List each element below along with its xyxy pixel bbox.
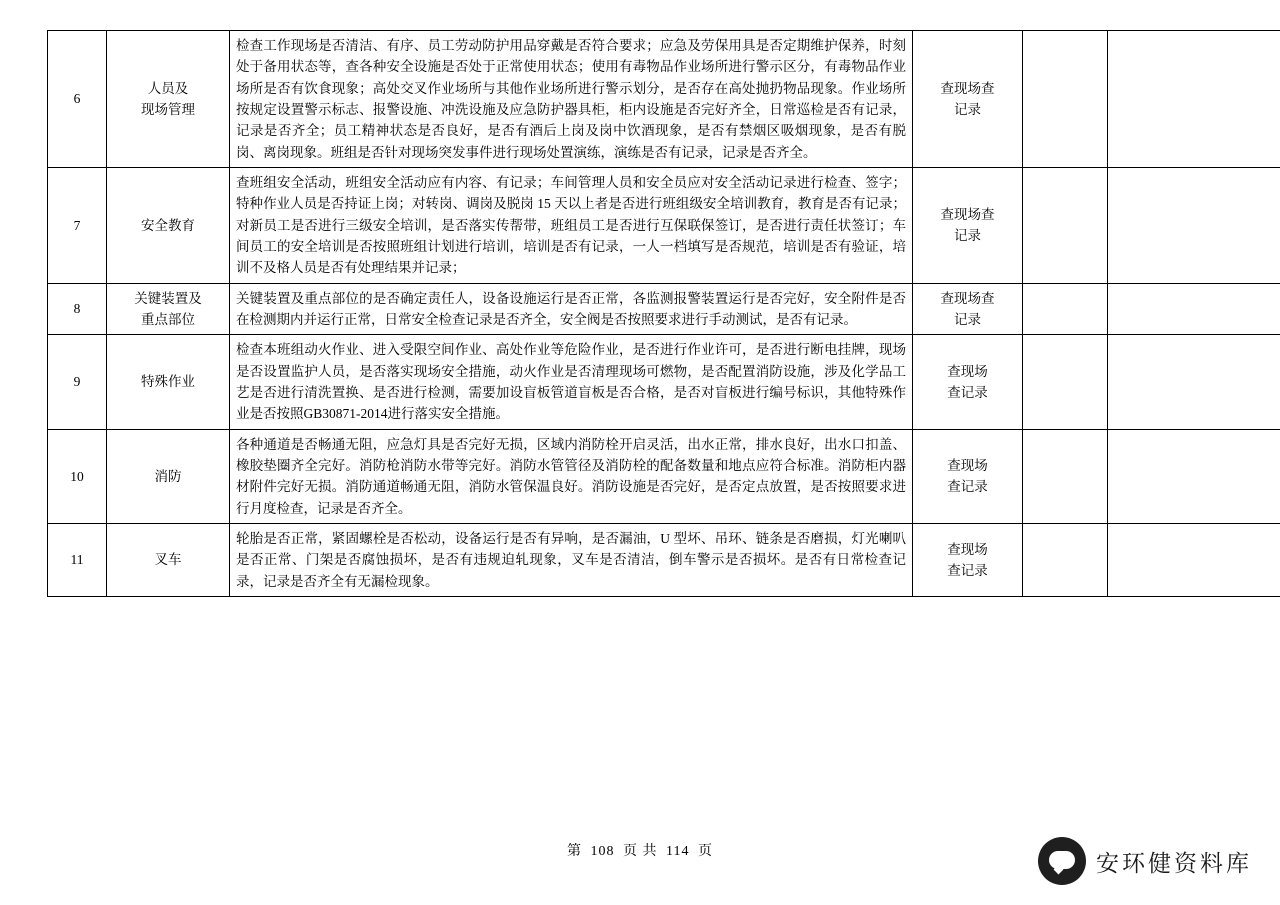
table-row (48, 335, 1280, 429)
row-item-name-line: 特殊作业 (141, 374, 195, 390)
row-result (1023, 167, 1108, 283)
row-remark (1108, 523, 1280, 596)
row-remark (1108, 429, 1280, 523)
row-content: 关键装置及重点部位的是否确定责任人，设备设施运行是否正常，各监测报警装置运行是否完好，安全附件是否在检测期内并运行正常，日常安全检查记录是否齐全，安全阀是否按照要求进行手动测试，是否有记录。 (230, 283, 913, 335)
row-item-name (107, 429, 230, 523)
row-method (913, 429, 1023, 523)
table-row (48, 167, 1280, 283)
row-method-line: 记录 (954, 228, 981, 244)
row-item-name-line: 人员及 (147, 80, 189, 96)
footer-suffix: 页 (697, 844, 713, 859)
row-result (1023, 31, 1108, 168)
row-content: 查班组安全活动，班组安全活动应有内容、有记录；车间管理人员和安全员应对安全活动记录进行检查、签字；特种作业人员是否持证上岗；对转岗、调岗及脱岗 15 天以上者是否进行班组级安全培训教育，教育是否有记录；对新员工是否进行三级安全培训，是否落实传帮带，班组员工是否进行互保联保签订，是否进行责任状签订；车间员工的安全培训是否按照班组计划进行培训，培训是否有记录，一人一档填写是否规范，培训是否有验证，培训不及格人员是否有处理结果并记录； (230, 167, 913, 283)
row-item-name (107, 167, 230, 283)
row-method-line: 查现场 (947, 457, 988, 473)
wechat-logo-icon (1038, 837, 1086, 885)
inspection-table (47, 30, 1280, 597)
row-item-name-line: 消防 (154, 468, 182, 484)
row-method-line: 查现场查 (940, 206, 995, 222)
row-method-line: 查现场 (947, 541, 988, 557)
footer-total-pages: 114 (666, 844, 690, 859)
row-index: 9 (48, 335, 107, 429)
row-method-line: 查现场 (947, 363, 988, 379)
watermark-text: 安环健资料库 (1096, 849, 1252, 876)
row-item-name-line: 重点部位 (141, 311, 195, 327)
row-content: 检查本班组动火作业、进入受限空间作业、高处作业等危险作业，是否进行作业许可，是否进行断电挂牌，现场是否设置监护人员，是否落实现场安全措施，动火作业是否清理现场可燃物，是否配置消防设施，涉及化学品工艺是否进行清洗置换、是否进行检测，需要加设盲板管道盲板是否合格，是否对盲板进行编号标识，其他特殊作业是否按照GB30871-2014进行落实安全措施。 (230, 335, 913, 429)
row-method-line: 查记录 (947, 562, 988, 578)
row-method-line: 查现场查 (940, 290, 995, 306)
row-method-line: 记录 (954, 311, 981, 327)
row-method (913, 283, 1023, 335)
table-row (48, 523, 1280, 596)
row-remark (1108, 335, 1280, 429)
watermark (1038, 837, 1252, 885)
row-item-name (107, 283, 230, 335)
row-method-line: 记录 (954, 101, 981, 117)
row-index: 11 (48, 523, 107, 596)
row-method-line: 查现场查 (940, 80, 995, 96)
row-index: 10 (48, 429, 107, 523)
row-remark (1108, 31, 1280, 168)
row-method-line: 查记录 (947, 479, 988, 495)
table-body (48, 31, 1280, 597)
row-index: 8 (48, 283, 107, 335)
row-result (1023, 523, 1108, 596)
row-method (913, 335, 1023, 429)
table-row (48, 31, 1280, 168)
row-remark (1108, 167, 1280, 283)
row-method (913, 31, 1023, 168)
row-method (913, 523, 1023, 596)
row-content: 轮胎是否正常，紧固螺栓是否松动，设备运行是否有异响，是否漏油，U 型坏、吊环、链条是否磨损，灯光喇叭是否正常、门架是否腐蚀损坏，是否有违规迫轧现象，叉车是否清洁，倒车警示是否损坏。是否有日常检查记录，记录是否齐全有无漏检现象。 (230, 523, 913, 596)
table-row (48, 429, 1280, 523)
row-item-name-line: 安全教育 (141, 217, 195, 233)
row-remark (1108, 283, 1280, 335)
footer-middle: 页 共 (623, 844, 658, 859)
row-result (1023, 429, 1108, 523)
row-content: 检查工作现场是否清洁、有序、员工劳动防护用品穿戴是否符合要求；应急及劳保用具是否定期维护保养，时刻处于备用状态等，查各种安全设施是否处于正常使用状态；使用有毒物品作业场所进行警示区分，有毒物品作业场所是否有饮食现象；高处交叉作业场所与其他作业场所进行警示划分，是否存在高处抛扔物品现象。作业场所按规定设置警示标志、报警设施、冲洗设施及应急防护器具柜，柜内设施是否完好齐全，日常巡检是否有记录，记录是否齐全；员工精神状态是否良好，是否有酒后上岗及岗中饮酒现象，是否有禁烟区吸烟现象，是否有脱岗、离岗现象。班组是否针对现场突发事件进行现场处置演练，演练是否有记录，记录是否齐全。 (230, 31, 913, 168)
row-item-name (107, 523, 230, 596)
row-index: 7 (48, 167, 107, 283)
row-content: 各种通道是否畅通无阻，应急灯具是否完好无损，区域内消防栓开启灵活，出水正常，排水良好，出水口扣盖、橡胶垫圈齐全完好。消防枪消防水带等完好。消防水管管径及消防栓的配备数量和地点应符合标准。消防柜内器材附件完好无损。消防通道畅通无阻，消防水管保温良好。消防设施是否完好，是否定点放置，是否按照要求进行月度检查，记录是否齐全。 (230, 429, 913, 523)
row-item-name-line: 现场管理 (141, 101, 195, 117)
row-item-name (107, 31, 230, 168)
row-item-name (107, 335, 230, 429)
row-method (913, 167, 1023, 283)
row-index: 6 (48, 31, 107, 168)
footer-page-number: 108 (590, 844, 615, 859)
row-result (1023, 335, 1108, 429)
row-result (1023, 283, 1108, 335)
table-row (48, 283, 1280, 335)
row-method-line: 查记录 (947, 384, 988, 400)
row-item-name-line: 叉车 (154, 552, 182, 568)
row-item-name-line: 关键装置及 (134, 290, 202, 306)
footer-prefix: 第 (567, 844, 582, 859)
